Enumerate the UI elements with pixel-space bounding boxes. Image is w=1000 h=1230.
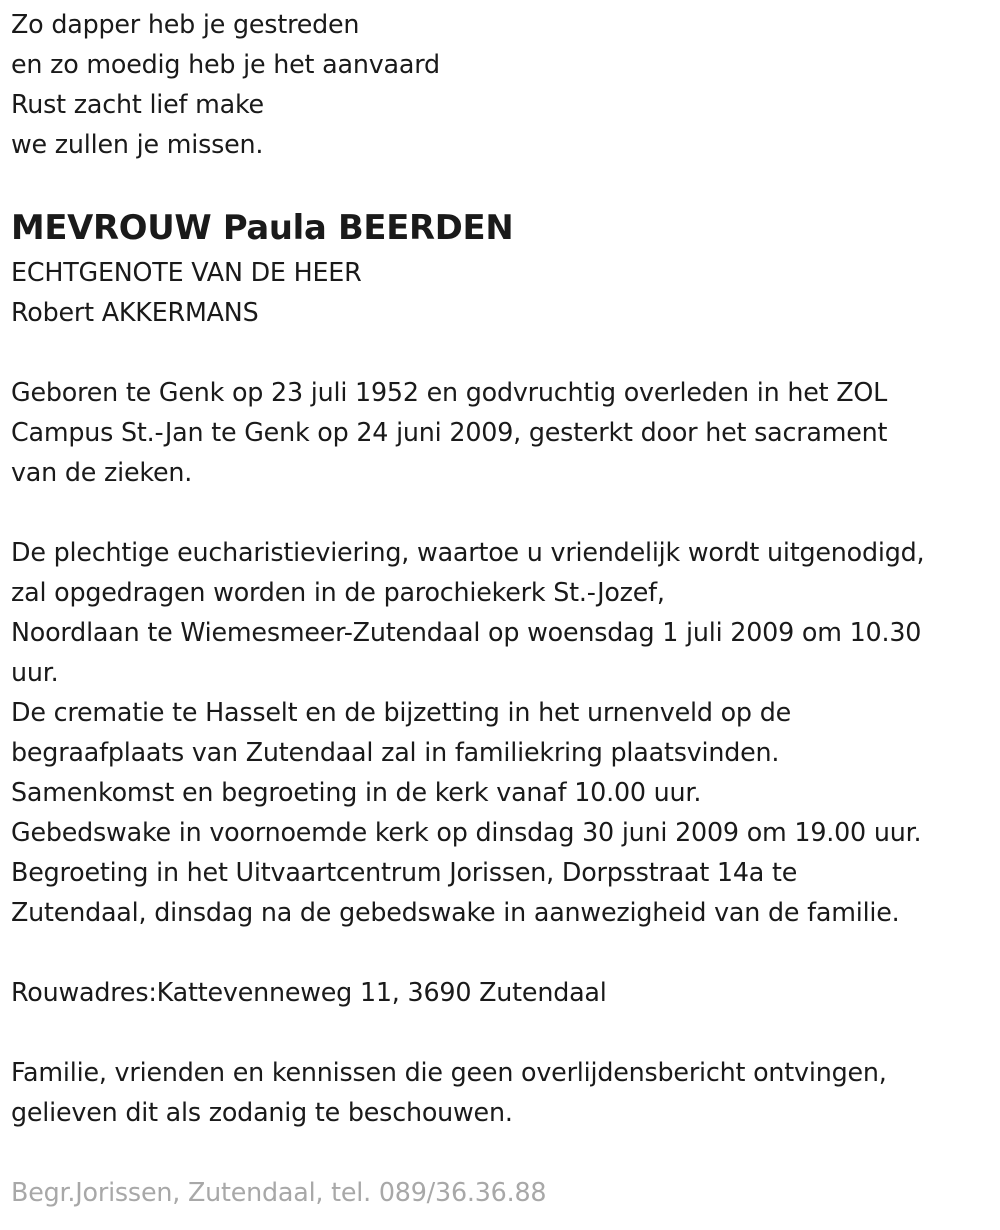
funeral-home-credit: Begr.Jorissen, Zutendaal, tel. 089/36.36.88: [11, 1177, 547, 1207]
poem-line: Zo dapper heb je gestreden: [11, 9, 360, 39]
poem: [11, 4, 996, 164]
paragraph-line: De plechtige eucharistieviering, waartoe u vriendelijk wordt uitgenodigd,: [11, 537, 925, 567]
birth-death-paragraph: [11, 372, 996, 492]
spacer: [11, 492, 996, 532]
paragraph-line: Noordlaan te Wiemesmeer-Zutendaal op woensdag 1 juli 2009 om 10.30: [11, 617, 922, 647]
notice-paragraph: [11, 1052, 996, 1132]
paragraph-line: De crematie te Hasselt en de bijzetting in het urnenveld op de: [11, 697, 791, 727]
spacer: [11, 164, 996, 204]
relation-text: ECHTGENOTE VAN DE HEER: [11, 257, 362, 287]
poem-line: Rust zacht lief make: [11, 89, 264, 119]
paragraph-line: Begroeting in het Uitvaartcentrum Jorissen, Dorpsstraat 14a te: [11, 857, 798, 887]
death-notice: [11, 4, 996, 1212]
paragraph-line: Gebedswake in voornoemde kerk op dinsdag 30 juni 2009 om 19.00 uur.: [11, 817, 922, 847]
paragraph-line: begraafplaats van Zutendaal zal in familiekring plaatsvinden.: [11, 737, 780, 767]
paragraph-line: van de zieken.: [11, 457, 193, 487]
paragraph-line: Samenkomst en begroeting in de kerk vanaf 10.00 uur.: [11, 777, 702, 807]
spacer: [11, 332, 996, 372]
paragraph-line: zal opgedragen worden in de parochiekerk St.-Jozef,: [11, 577, 665, 607]
spacer: [11, 1132, 996, 1172]
ceremony-paragraph: [11, 532, 996, 932]
spouse-name: Robert AKKERMANS: [11, 297, 259, 327]
spacer: [11, 1012, 996, 1052]
mourning-address: Rouwadres:Kattevenneweg 11, 3690 Zutendaal: [11, 977, 607, 1007]
poem-line: en zo moedig heb je het aanvaard: [11, 49, 440, 79]
paragraph-line: Familie, vrienden en kennissen die geen overlijdensbericht ontvingen,: [11, 1057, 887, 1087]
paragraph-line: uur.: [11, 657, 59, 687]
paragraph-line: Campus St.-Jan te Genk op 24 juni 2009, gesterkt door het sacrament: [11, 417, 888, 447]
poem-line: we zullen je missen.: [11, 129, 264, 159]
paragraph-line: gelieven dit als zodanig te beschouwen.: [11, 1097, 513, 1127]
paragraph-line: Zutendaal, dinsdag na de gebedswake in aanwezigheid van de familie.: [11, 897, 900, 927]
deceased-name: MEVROUW Paula BEERDEN: [11, 208, 514, 247]
spacer: [11, 932, 996, 972]
paragraph-line: Geboren te Genk op 23 juli 1952 en godvruchtig overleden in het ZOL: [11, 377, 888, 407]
